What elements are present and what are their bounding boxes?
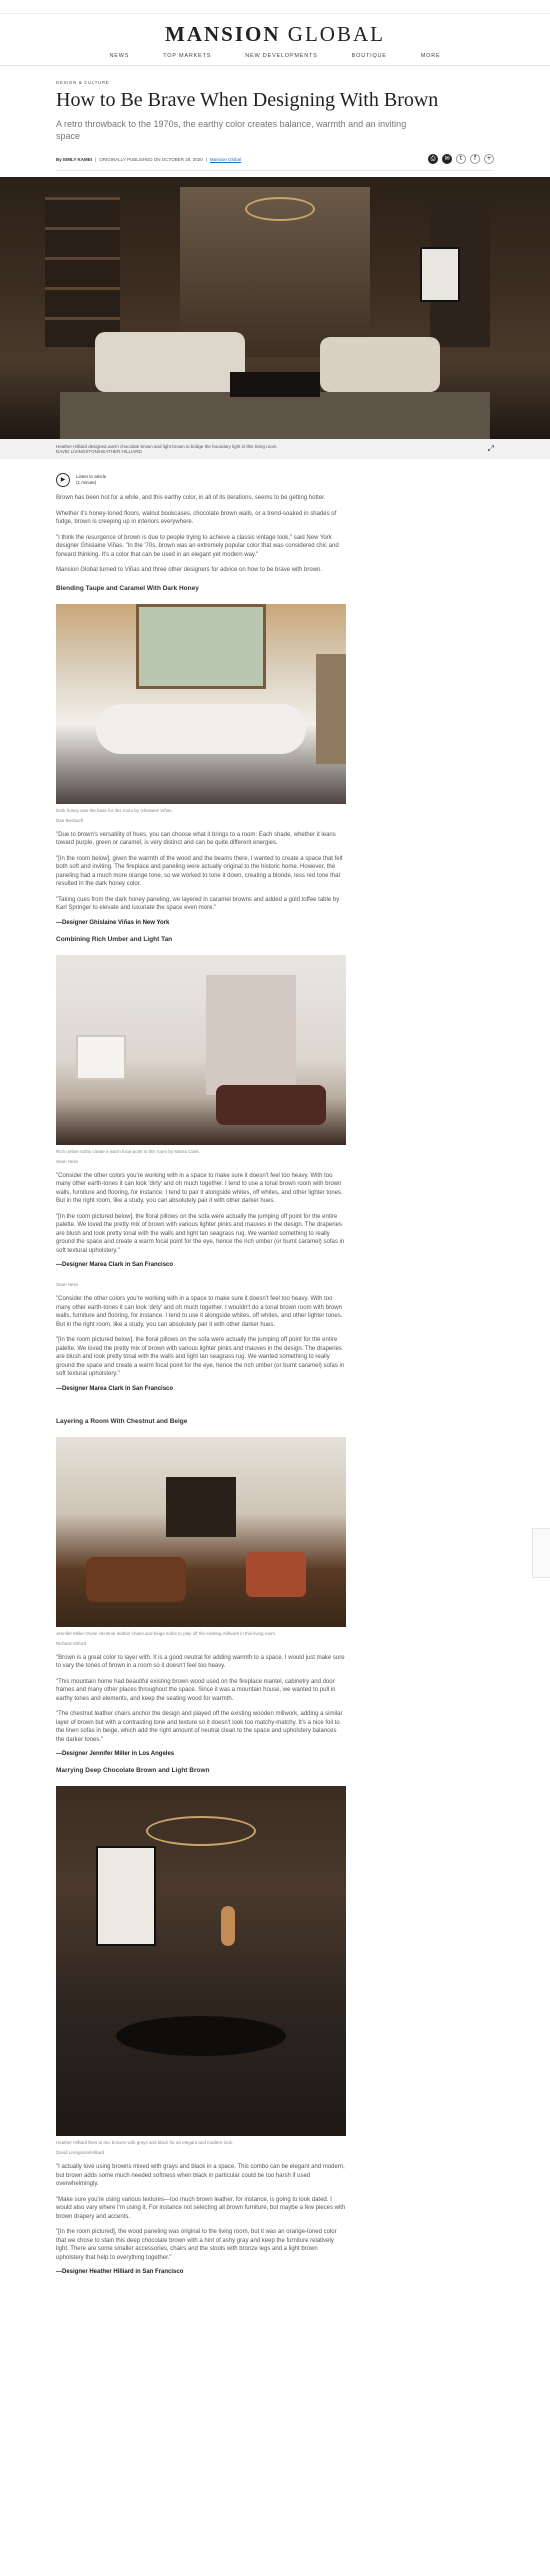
share-bar	[428, 154, 494, 164]
photo-credit: Sean Hess	[56, 1158, 79, 1164]
hero-caption: Heather Hilliard designed warm chocolate brown and light brown to bridge the boundary light in this living room.	[56, 444, 278, 449]
photo-caption: Jennifer Miller chose chestnut leather chairs and beige sofas to play off the existing millwork in this living room.	[56, 1630, 277, 1636]
photo-fireplace	[166, 1477, 236, 1537]
photo-artwork	[96, 1846, 156, 1946]
byline-divider	[56, 170, 494, 171]
hero-sofa-left	[95, 332, 245, 392]
hero-caption-bar	[0, 439, 550, 459]
photo-chair	[246, 1552, 306, 1597]
quote-attribution: —Designer Ghislaine Viñas in New York	[56, 919, 170, 926]
hero-bookshelf-left	[45, 197, 120, 347]
paragraph: "Brown is a great color to layer with. It is a good neutral for adding warmth to a space. I would just make sure to vary the tones of brown in a room so it doesn't feel too heavy.	[56, 1654, 345, 1669]
masthead	[0, 14, 550, 59]
hero-artwork	[420, 247, 460, 302]
email-icon[interactable]: ✉	[442, 154, 452, 164]
photo-chestnut-room	[56, 1437, 346, 1627]
section-heading: Marrying Deep Chocolate Brown and Light Brown	[56, 1767, 210, 1774]
photo-credit: Dan Bierbach	[56, 817, 84, 823]
paragraph: "The chestnut leather chairs anchor the design and played off the existing wooden millwork, adding a similar layer of brown but with a contrasting tone and texture so it doesn't look too matchy-matchy. It's a nice foil to the linen sofas in beige, which add the right amount of neutral clean to the space and upholstery balances the darker tones."	[56, 1711, 343, 1743]
paragraph: Brown has been hot for a while, and this earthy color, in all of its iterations, seems to be getting hotter.	[56, 495, 326, 501]
listen-widget[interactable]	[56, 473, 494, 487]
paragraph: "Make sure you're using various textures—too much brown leather, for instance, is going to look dated. I would also vary where I'm using it. For instance not selecting all brown furniture, but maybe a few pieces with brown drapery and accents.	[56, 2196, 346, 2220]
paragraph: "Taking cues from the dark honey paneling, we layered in caramel browns and added a gold toffee table by Karl Springer to elevate and luxuriate the space even more."	[56, 896, 340, 911]
quote-attribution: —Designer Heather Hilliard in San Francisco	[56, 2269, 184, 2275]
listen-duration: (1 minute)	[76, 480, 97, 485]
hero-sofa-right	[320, 337, 440, 392]
feedback-side-tab[interactable]	[532, 1528, 550, 1578]
section-heading: Layering a Room With Chestnut and Beige	[56, 1417, 188, 1425]
play-icon[interactable]: ▶	[56, 473, 70, 487]
nav-item-top-markets[interactable]: TOP MARKETS	[163, 53, 212, 59]
photo-credit: Richard Gilford	[56, 1640, 87, 1646]
main-nav	[0, 53, 550, 59]
nav-item-news[interactable]: NEWS	[109, 53, 130, 59]
article-kicker[interactable]: DESIGN & CULTURE	[56, 80, 110, 85]
article-dek: A retro throwback to the 1970s, the earthy color creates balance, warmth and an inviting space	[56, 119, 407, 141]
photo-sofa	[86, 1557, 186, 1602]
hero-coffee-table	[230, 372, 320, 397]
paragraph: "I think the resurgence of brown is due to people trying to achieve a classic vintage look," said New York designer Ghislaine Viñas. "In the '70s, brown was an extremely popular color that was considered chic and forward thinking. It's a color that can be used in an elegant yet modern way."	[56, 534, 339, 558]
paragraph: "Consider the other colors you're working with in a space to make sure it doesn't feel too heavy. With too many other earth-tones it can look 'dirty' and oh much together. I tend to use a tonal brown room with brown walls, furniture and flooring, for instance. I tend to pair it alongside whites, off whites, and other lighter tones. But in the right room, like a study, you can absolutely pair it with other darker hues.	[56, 1172, 343, 1204]
paragraph: Mansion Global turned to Viñas and three other designers for advice on how to be brave with brown.	[56, 567, 323, 573]
paragraph: "Consider the other colors you're working with in a space to make sure it doesn't feel too heavy. With too many other earth-tones it can look 'dirty' and oh much together. I wouldn't do a tonal brown room with brown walls, furniture and flooring, for instance. I tend to use it alongside whites, off whites, and other lighter tones. But in the right room, like a study, you can absolutely pair it with other darker hues.	[56, 1296, 343, 1328]
photo-chocolate-room	[56, 1786, 346, 2136]
section-heading: Combining Rich Umber and Light Tan	[56, 935, 173, 943]
paragraph: "[In the room below], given the warmth of the wood and the beams there, I wanted to create a space that felt both soft and inviting. The fireplace and paneling were actually original to the historic home. However, the paneling had a much more orange tone, so we worked to tone it down, creating a blonde, less red tone that resulted in the dark honey color.	[56, 855, 343, 887]
photo-fireplace	[316, 654, 346, 764]
paragraph: Whether it's honey-toned floors, walnut bookcases, chocolate brown walls, or a trend-soaked in shades of fudge, brown is creeping up in interiors everywhere.	[56, 510, 337, 525]
hero-rug	[60, 392, 490, 439]
listen-title: Listen to article	[76, 474, 107, 479]
photo-window	[136, 604, 266, 689]
photo-umber-tan-room	[56, 955, 346, 1145]
photo-curtains	[206, 975, 296, 1095]
paragraph: "[In the room pictured below], the floral pillows on the sofa were actually the jumping off point for the entire palette. We loved the pretty mix of brown with various lighter pinks and mauves in the design. The draperies are blush and look pretty tonal with the walls and light tan seagrass rug. We wanted something to really ground the space and create a warm focal point for the eye, hence the rich umber (or burnt caramel) sofas in soft textural upholstery."	[56, 1213, 345, 1254]
listen-label	[76, 474, 106, 486]
expand-icon[interactable]: ⤢	[487, 444, 494, 453]
photo-credit: Sean Hess	[56, 1282, 79, 1287]
body-column	[56, 494, 346, 2275]
logo-bold: MANSION	[165, 22, 281, 46]
nav-item-more[interactable]: MORE	[420, 53, 441, 59]
paragraph: "Due to brown's versatility of hues, you can choose what it brings to a room: Each shade, whether it leans toward purple, green or caramel, is very distinct and can be quite different energies.	[56, 831, 336, 846]
byline-separator: |	[95, 156, 97, 162]
photo-fireplace	[76, 1035, 126, 1080]
article-headline: How to Be Brave When Designing With Brown	[56, 89, 439, 111]
article-body	[0, 473, 550, 2275]
hero-credit: DAVID LIVINGSTON/HEATHER HILLIARD	[56, 449, 142, 454]
photo-caption: Rich umber sofas create a warm focal point in this room by Marea Clark.	[56, 1148, 201, 1154]
article-header	[0, 80, 550, 164]
byline-row	[56, 154, 494, 164]
source-link[interactable]: Mansion Global	[209, 156, 242, 162]
site-logo[interactable]	[0, 22, 550, 47]
nav-divider	[0, 65, 550, 66]
photo-caption: Dark honey was the base for this room by Ghislaine Viñas.	[56, 807, 173, 813]
hero-chandelier	[245, 197, 315, 221]
quote-attribution: —Designer Jennifer Miller in Los Angeles	[56, 1751, 175, 1757]
paragraph: "[In the room pictured], the wood paneling was original to the living room, but it was an orange-toned color that we chose to stain this deep chocolate brown with a hint of ashy gray and keep the furniture relatively light. There are some smaller accessories, chairs and the stools with bronze legs and a light brown upholstery that help to everything together."	[56, 2229, 337, 2261]
publish-date: ORIGINALLY PUBLISHED ON OCTOBER 28, 2020	[99, 156, 203, 162]
section-heading: Blending Taupe and Caramel With Dark Honey	[56, 584, 199, 592]
photo-chandelier	[146, 1816, 256, 1846]
author-byline[interactable]: By EMILY KAMEI	[56, 156, 93, 162]
top-strip	[0, 0, 550, 14]
logo-light: GLOBAL	[287, 22, 385, 46]
twitter-icon[interactable]: t	[456, 154, 466, 164]
photo-sofa	[216, 1085, 326, 1125]
photo-dark-honey-room	[56, 604, 346, 804]
photo-sculpture	[221, 1906, 235, 1946]
hero-image	[0, 177, 550, 439]
photo-credit: David Livingston/Hilliard	[56, 2150, 105, 2155]
more-icon[interactable]: +	[484, 154, 494, 164]
facebook-icon[interactable]: f	[470, 154, 480, 164]
photo-sofa	[96, 704, 306, 754]
paragraph: "This mountain home had beautiful existing brown wood used on the fireplace mantel, cabinetry and door frames and many other places throughout the space. Since it was a mountain house, we wanted to pull in earthy tones and elements, and keep the seating wood for warmth.	[56, 1678, 336, 1702]
quote-attribution: —Designer Marea Clark in San Francisco	[56, 1262, 174, 1268]
byline-separator: |	[205, 156, 207, 162]
nav-item-new-developments[interactable]: NEW DEVELOPMENTS	[245, 53, 318, 59]
paragraph: "I actually love using browns mixed with grays and black in a space. This combo can be elegant and modern, but brown adds some much needed softness when black in particular could be too harsh if used overwhelmingly.	[56, 2164, 345, 2187]
quote-attribution: —Designer Marea Clark in San Francisco	[56, 1385, 174, 1392]
nav-item-boutique[interactable]: BOUTIQUE	[351, 53, 387, 59]
print-icon[interactable]: ⎙	[428, 154, 438, 164]
photo-caption: Heather Hilliard likes to mix browns with grays and black for an elegant and modern look.	[56, 2140, 234, 2145]
paragraph: "[In the room pictured below], the floral pillows on the sofa were actually the jumping off point for the entire palette. We loved the pretty mix of brown with various lighter pinks and mauves in the design. The draperies are blush and look pretty tonal with the walls and light tan seagrass rug. We wanted something to really ground the space and create a warm focal point for the eye, hence the rich umber (or burnt caramel) sofas in soft textural upholstery."	[56, 1337, 345, 1377]
photo-dining-table	[116, 2016, 286, 2056]
